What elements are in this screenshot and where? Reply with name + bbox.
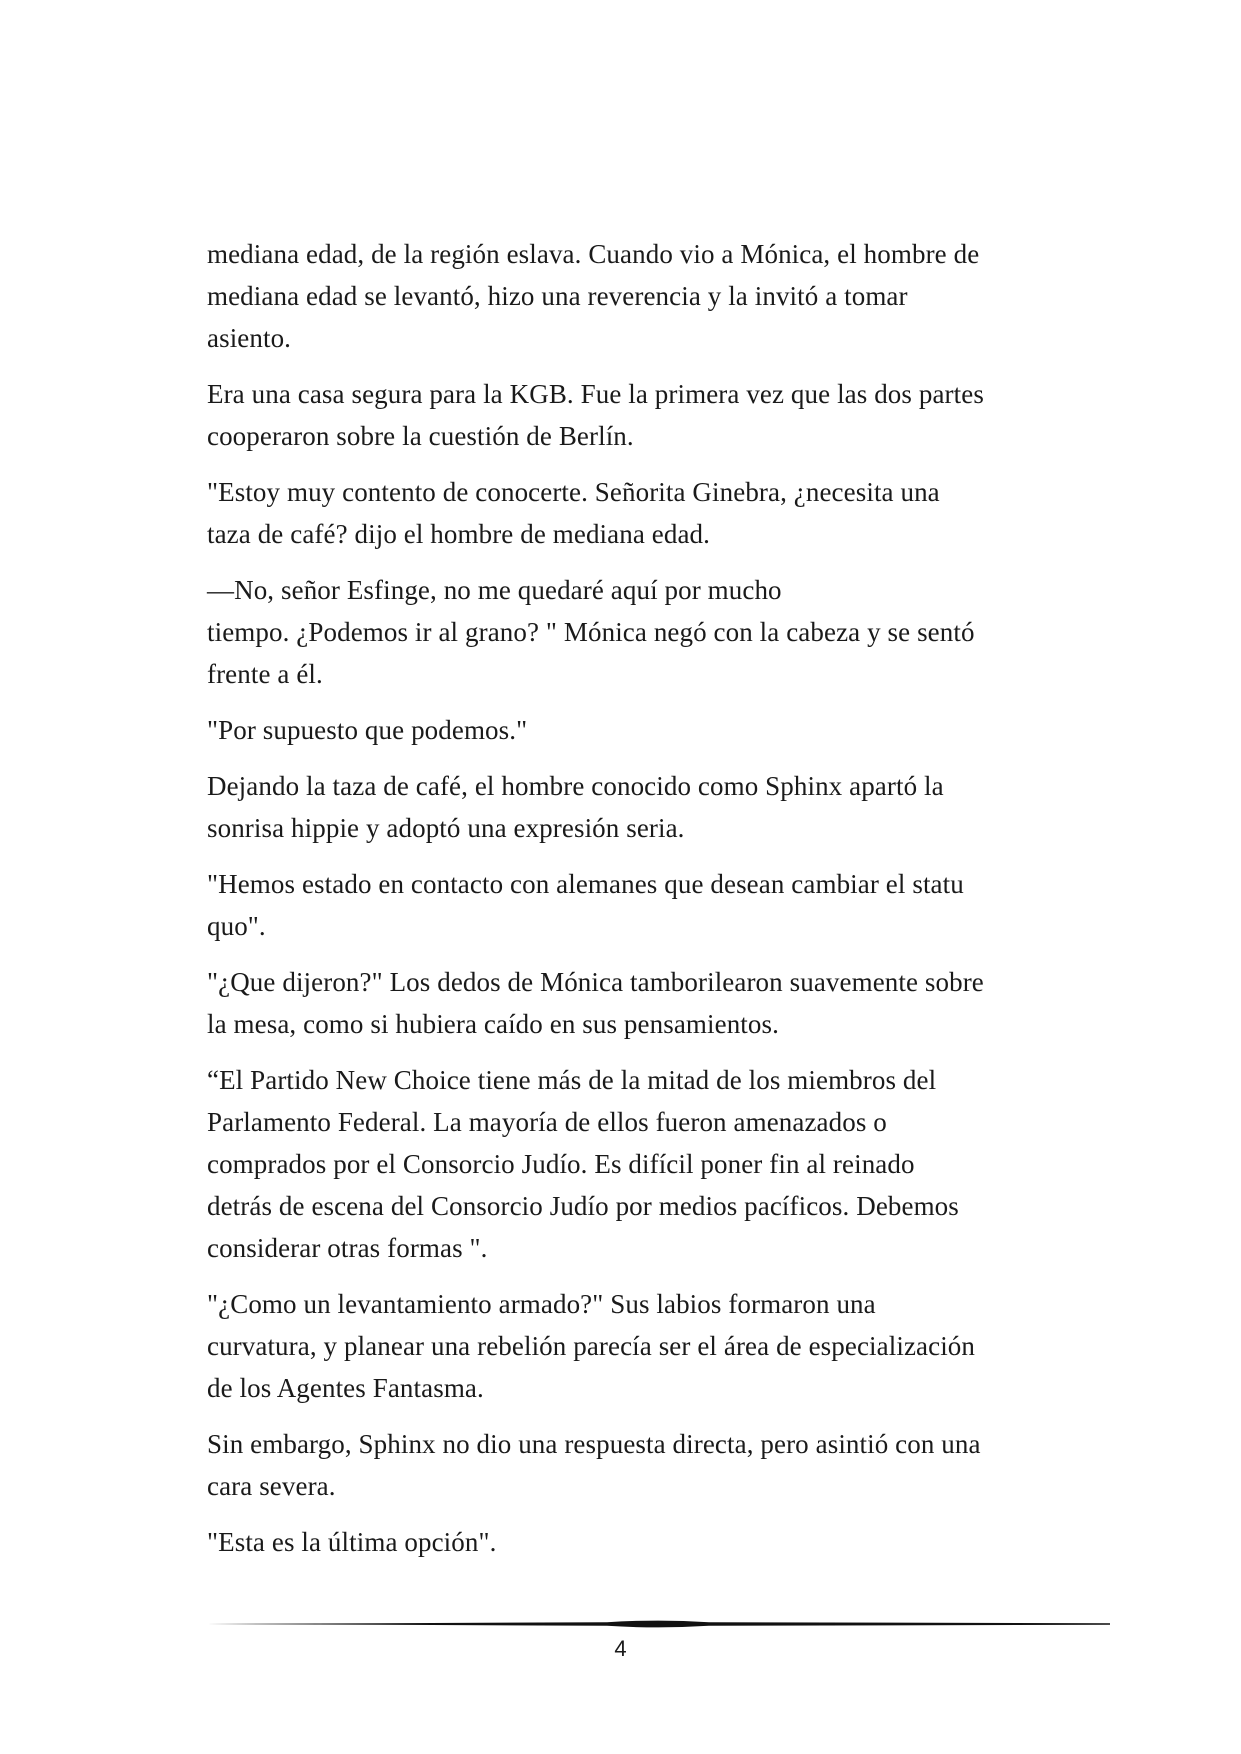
text-line: cara severa. — [207, 1471, 336, 1501]
text-line: mediana edad se levantó, hizo una reverencia y la invitó a tomar — [207, 281, 908, 311]
text-line: detrás de escena del Consorcio Judío por medios pacíficos. Debemos — [207, 1191, 959, 1221]
text-line: mediana edad, de la región eslava. Cuando vio a Mónica, el hombre de — [207, 239, 980, 269]
text-line: tiempo. ¿Podemos ir al grano? " Mónica negó con la cabeza y se sentó — [207, 617, 975, 647]
text-line: Parlamento Federal. La mayoría de ellos fueron amenazados o — [207, 1107, 887, 1137]
text-line: quo". — [207, 911, 266, 941]
paragraph — [207, 1521, 1077, 1563]
paragraph — [207, 1283, 1077, 1409]
text-line: Era una casa segura para la KGB. Fue la primera vez que las dos partes — [207, 379, 984, 409]
text-line: —No, señor Esfinge, no me quedaré aquí por mucho — [207, 575, 782, 605]
paragraph — [207, 863, 1077, 947]
text-line: cooperaron sobre la cuestión de Berlín. — [207, 421, 634, 451]
text-line: “El Partido New Choice tiene más de la mitad de los miembros del — [207, 1065, 937, 1095]
paragraph — [207, 765, 1077, 849]
text-line: la mesa, como si hubiera caído en sus pensamientos. — [207, 1009, 779, 1039]
paragraph — [207, 1059, 1077, 1269]
text-line: "Hemos estado en contacto con alemanes que desean cambiar el statu — [207, 869, 964, 899]
text-line: Sin embargo, Sphinx no dio una respuesta directa, pero asintió con una — [207, 1429, 981, 1459]
text-line: "¿Como un levantamiento armado?" Sus labios formaron una — [207, 1289, 876, 1319]
text-line: "Por supuesto que podemos." — [207, 715, 528, 745]
footer-divider-line — [207, 1617, 1110, 1631]
text-line: "Estoy muy contento de conocerte. Señorita Ginebra, ¿necesita una — [207, 477, 940, 507]
body-text — [207, 233, 1077, 1577]
text-line: "¿Que dijeron?" Los dedos de Mónica tamborilearon suavemente sobre — [207, 967, 984, 997]
text-line: taza de café? dijo el hombre de mediana edad. — [207, 519, 710, 549]
paragraph — [207, 961, 1077, 1045]
paragraph — [207, 1423, 1077, 1507]
paragraph — [207, 233, 1077, 359]
paragraph — [207, 709, 1077, 751]
text-line: curvatura, y planear una rebelión parecía ser el área de especialización — [207, 1331, 975, 1361]
text-line: considerar otras formas ". — [207, 1233, 488, 1263]
paragraph — [207, 373, 1077, 457]
text-line: "Esta es la última opción". — [207, 1527, 497, 1557]
text-line: de los Agentes Fantasma. — [207, 1373, 484, 1403]
text-line: sonrisa hippie y adoptó una expresión seria. — [207, 813, 685, 843]
paragraph — [207, 471, 1077, 555]
footer-divider — [207, 1617, 1110, 1631]
text-line: comprados por el Consorcio Judío. Es difícil poner fin al reinado — [207, 1149, 915, 1179]
page-number: 4 — [614, 1636, 627, 1661]
text-line: asiento. — [207, 323, 292, 353]
text-line: frente a él. — [207, 659, 323, 689]
text-line: Dejando la taza de café, el hombre conocido como Sphinx apartó la — [207, 771, 944, 801]
paragraph — [207, 569, 1077, 695]
